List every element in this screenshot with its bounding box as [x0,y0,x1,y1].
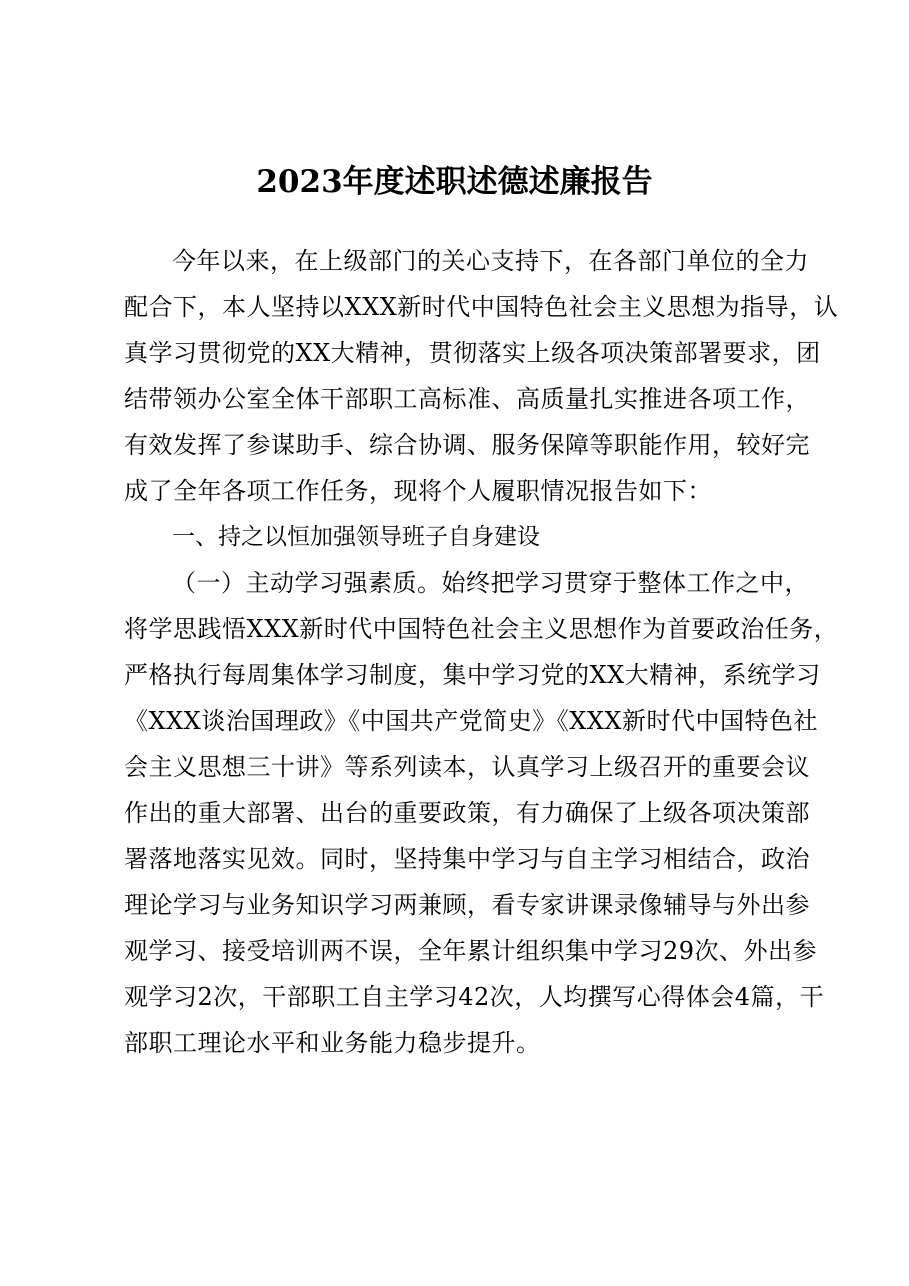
paragraph-line: 成了全年各项工作任务，现将个人履职情况报告如下： [124,477,712,505]
paragraph-line: （一）主动学习强素质。始终把学习贯穿于整体工作之中， [172,569,809,597]
paragraph-line: 将学思践悟XXX新时代中国特色社会主义思想作为首要政治任务， [124,615,839,643]
section-paragraph [124,560,839,1066]
paragraph-line: 署落地落实见效。同时，坚持集中学习与自主学习相结合，政治 [124,845,810,873]
section-heading: 一、持之以恒加强领导班子自身建设 [172,524,540,550]
paragraph-line: 理论学习与业务知识学习两兼顾，看专家讲课录像辅导与外出参 [124,891,810,919]
paragraph-line: 作出的重大部署、出台的重要政策，有力确保了上级各项决策部 [124,799,810,827]
intro-paragraph [124,238,839,514]
paragraph-line: 严格执行每周集体学习制度，集中学习党的XX大精神，系统学习 [124,661,821,689]
paragraph-line: 观学习2次，干部职工自主学习42次，人均撰写心得体会4篇，干 [124,983,825,1011]
paragraph-line: 部职工理论水平和业务能力稳步提升。 [124,1029,541,1057]
paragraph-line: 结带领办公室全体干部职工高标准、高质量扎实推进各项工作， [124,385,810,413]
paragraph-line: 观学习、接受培训两不误，全年累计组织集中学习29次、外出参 [124,937,818,965]
paragraph-line: 有效发挥了参谋助手、综合协调、服务保障等职能作用，较好完 [124,431,810,459]
document-body [124,238,839,1066]
document-title: 2023年度述职述德述廉报告 [256,164,653,200]
paragraph-line: 会主义思想三十讲》等系列读本，认真学习上级召开的重要会议 [124,753,810,781]
paragraph-line: 《XXX谈治国理政》《中国共产党简史》《XXX新时代中国特色社 [124,707,819,735]
paragraph-line: 配合下，本人坚持以XXX新时代中国特色社会主义思想为指导，认 [124,293,839,321]
paragraph-line: 真学习贯彻党的XX大精神，贯彻落实上级各项决策部署要求，团 [124,339,821,367]
paragraph-line: 今年以来，在上级部门的关心支持下，在各部门单位的全力 [172,247,809,275]
